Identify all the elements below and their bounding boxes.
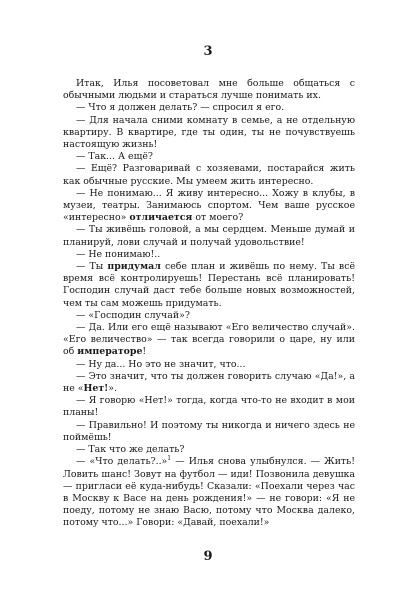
paragraph: Итак, Илья посоветовал мне больше общаться с обычными людьми и стараться лучше понимать их. xyxy=(63,78,355,102)
paragraph: — Да. Или его ещё называют «Его величество случай». «Его величество» — так всегда говорили о царе, ну или об императоре! xyxy=(63,322,355,358)
body-text xyxy=(63,78,355,530)
paragraph: — Я говорю «Нет!» тогда, когда что-то не входит в мои планы! xyxy=(63,395,355,419)
paragraph: — Для начала сними комнату в семье, а не отдельную квартиру. В квартире, где ты один, ты не почувствуешь настоящую жизнь! xyxy=(63,114,355,151)
paragraph: — Не понимаю!.. xyxy=(76,248,161,260)
bold-word: Нет! xyxy=(83,383,109,395)
paragraph: — «Что делать?..»$^1$ — Илья снова улыбнулся. — Жить! Ловить шанс! Зовут на футбол — иди! Позвонила девушка — пригласи её куда-нибудь! Сказали: «Поехали через час в Москву к Васе на день рождения!» — не говори: «Я не поеду, потому не знаю Васю, потому что Москва далеко, потому что...» Говори: «Давай, поехали!» xyxy=(63,455,355,529)
paragraph: — Не понимаю... Я живу интересно... Хожу в клубы, в музеи, театры. Занимаюсь спортом. Чем ваше русское «интересно» отличается от моего? xyxy=(63,187,355,224)
bold-word: отличается xyxy=(129,212,193,224)
footnote-marker: 1 xyxy=(167,455,172,463)
bold-word: императоре xyxy=(77,346,143,358)
page-number: 9 xyxy=(203,549,213,564)
bold-word: придумал xyxy=(107,261,161,273)
paragraph: — Ты живёшь головой, а мы сердцем. Меньше думай и планируй, лови случай и получай удовольствие! xyxy=(63,224,355,248)
paragraph: — Так... А ещё? xyxy=(76,151,153,163)
paragraph: — Ещё? Разговаривай с хозяевами, постарайся жить как обычные русские. Мы умеем жить интересно. xyxy=(63,163,355,187)
paragraph: — Ты придумал себе план и живёшь по нему. Ты всё время всё контролируешь! Перестань всё планировать! Господин случай даст тебе больше новых возможностей, чем ты сам можешь придумать. xyxy=(63,261,355,309)
paragraph: — «Господин случай»? xyxy=(76,309,190,321)
paragraph: — Что я должен делать? — спросил я его. xyxy=(76,102,285,114)
paragraph: — Ну да... Но это не значит, что... xyxy=(76,358,246,370)
chapter-number: 3 xyxy=(203,44,213,59)
paragraph: — Так что же делать? xyxy=(76,444,185,456)
paragraph: — Правильно! И поэтому ты никогда и ничего здесь не поймёшь! xyxy=(63,419,355,443)
paragraph: — Это значит, что ты должен говорить случаю «Да!», а не «Нет!». xyxy=(63,370,355,395)
